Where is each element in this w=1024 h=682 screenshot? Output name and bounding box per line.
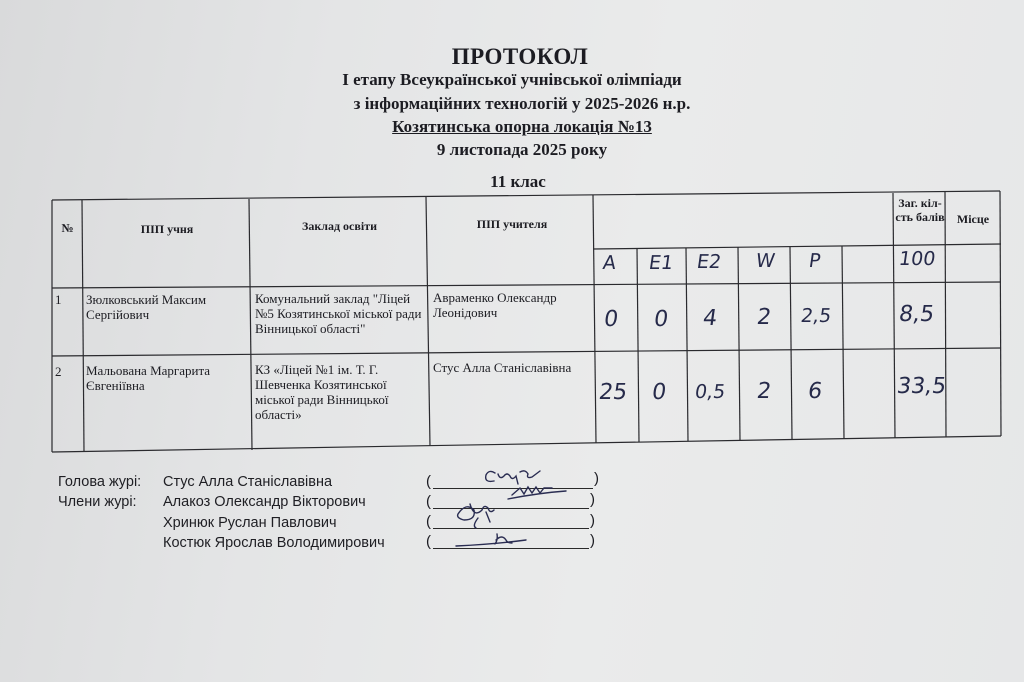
- task-label-p: P: [807, 250, 823, 272]
- signature-close-paren: ): [590, 491, 595, 508]
- row1-total: 8,5: [897, 302, 936, 327]
- jury-head-name: Стус Алла Станіславівна: [163, 474, 333, 490]
- row1-teacher: Авраменко Олександр Леонідович: [433, 290, 557, 320]
- row1-score-e2: 4: [701, 306, 719, 331]
- signature-close-paren: ): [594, 470, 599, 487]
- event-date: 9 листопада 2025 року: [436, 140, 608, 159]
- document-title: ПРОТОКОЛ: [451, 44, 589, 69]
- location-name: Козятинська опорна локація №13: [392, 117, 652, 136]
- row2-score-e1: 0: [650, 380, 668, 405]
- jury-member-1: Алакоз Олександр Вікторович: [163, 494, 366, 510]
- signature-open-paren: (: [426, 493, 431, 510]
- signature-member-3: [456, 534, 526, 546]
- col-header-total: Заг. кіл-сть балів: [895, 196, 945, 224]
- olympiad-subject-year: з інформаційних технологій у 2025-2026 н.р.: [353, 94, 691, 113]
- row2-score-w: 2: [755, 379, 773, 404]
- signature-close-paren: ): [590, 512, 595, 529]
- signature-member-2: [458, 504, 494, 528]
- jury-member-3: Костюк Ярослав Володимирович: [163, 535, 385, 551]
- signature-open-paren: (: [426, 533, 431, 550]
- col-header-student: ПІП учня: [140, 222, 194, 236]
- row1-score-a: 0: [602, 307, 620, 332]
- jury-member-2: Хринюк Руслан Павлович: [163, 515, 337, 531]
- row1-score-e1: 0: [652, 307, 670, 332]
- signature-open-paren: (: [426, 513, 431, 530]
- row2-score-e2: 0,5: [693, 381, 727, 403]
- task-label-e1: E1: [647, 252, 675, 274]
- row2-score-p: 6: [806, 379, 824, 404]
- max-total: 100: [897, 248, 937, 270]
- row1-student: Зюлковський Максим Сергійович: [86, 292, 207, 322]
- task-label-a: A: [601, 252, 618, 274]
- jury-head-label: Голова журі:: [58, 474, 142, 490]
- col-header-teacher: ПІП учителя: [476, 217, 548, 231]
- row1-number: 1: [55, 292, 62, 307]
- class-label: 11 клас: [490, 172, 546, 191]
- row2-number: 2: [55, 364, 62, 379]
- row2-score-a: 25: [597, 380, 629, 405]
- col-header-school: Заклад освіти: [302, 219, 377, 233]
- signature-member-1: [508, 487, 566, 499]
- row1-score-p: 2,5: [799, 305, 833, 327]
- olympiad-stage: I етапу Всеукраїнської учнівської олімпіади: [342, 70, 682, 89]
- col-header-place: Місце: [956, 212, 990, 226]
- row2-school: КЗ «Ліцей №1 ім. Т. Г. Шевченка Козятинської міської ради Вінницької області»: [255, 362, 389, 422]
- task-label-e2: E2: [695, 251, 723, 273]
- row1-score-w: 2: [755, 305, 773, 330]
- signature-head: [486, 471, 540, 484]
- row2-student: Мальована Маргарита Євгеніївна: [86, 363, 211, 393]
- jury-members-label: Члени журі:: [58, 494, 137, 510]
- task-label-w: W: [754, 250, 777, 272]
- row2-total: 33,5: [895, 374, 948, 399]
- signature-close-paren: ): [590, 532, 595, 549]
- signature-open-paren: (: [426, 473, 431, 490]
- row1-school: Комунальний заклад "Ліцей №5 Козятинської міської ради Вінницької області": [255, 291, 422, 336]
- row2-teacher: Стус Алла Станіславівна: [433, 360, 572, 375]
- col-header-number: №: [61, 221, 74, 235]
